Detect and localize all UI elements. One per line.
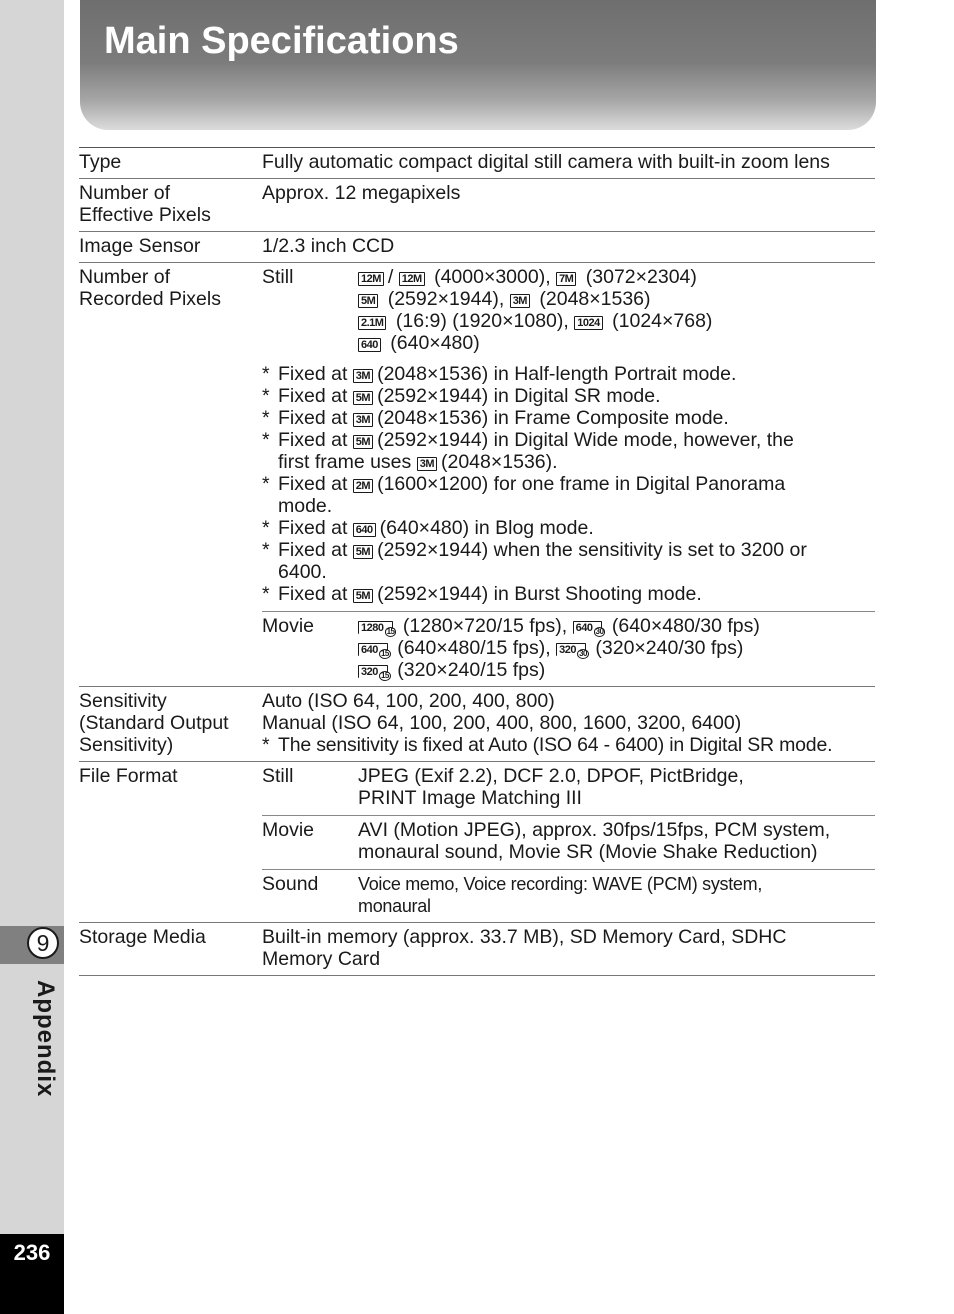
spec-value: 1/2.3 inch CCD xyxy=(262,235,395,257)
resolution-5m-icon: 5M xyxy=(353,391,373,405)
separator: / xyxy=(387,266,394,288)
still-line xyxy=(358,310,875,332)
note-text: Fixed at xyxy=(278,539,348,561)
note-star: * xyxy=(262,539,270,561)
resolution-2-1m-icon: 2.1M xyxy=(358,316,386,330)
fps-badge: 15 xyxy=(386,627,395,636)
spec-value xyxy=(262,762,875,922)
icon-text: 320 xyxy=(361,666,378,678)
icon-text: 320 xyxy=(559,644,576,656)
note-text: Fixed at xyxy=(278,583,348,605)
note-text: (2048×1536) in Frame Composite mode. xyxy=(377,407,729,429)
resolution-5m-icon: 5M xyxy=(353,589,373,603)
resolution-text: (1280×720/15 fps), xyxy=(402,615,568,637)
note-star: * xyxy=(262,734,270,756)
value-line: Manual (ISO 64, 100, 200, 400, 800, 1600, 3200, 6400) xyxy=(262,712,742,734)
movie-line xyxy=(358,637,875,659)
resolution-5m-icon: 5M xyxy=(353,435,373,449)
value-line: JPEG (Exif 2.2), DCF 2.0, DPOF, PictBridge, xyxy=(358,765,744,787)
movie-640-icon xyxy=(573,621,603,634)
sub-value xyxy=(358,266,875,354)
resolution-12m-icon: 12M xyxy=(399,272,425,286)
sub-value xyxy=(358,615,875,681)
note-text: Fixed at xyxy=(278,473,348,495)
spec-label xyxy=(79,179,262,231)
resolution-text: (640×480) xyxy=(390,332,480,354)
spec-row-file-format xyxy=(79,762,875,923)
movie-640-icon xyxy=(358,643,388,656)
still-line xyxy=(358,266,875,288)
label-line: Sensitivity) xyxy=(79,734,174,756)
resolution-5m-icon: 5M xyxy=(358,294,378,308)
note-text: Fixed at xyxy=(278,517,348,539)
spec-label: Type xyxy=(79,151,122,173)
label-line: (Standard Output xyxy=(79,712,229,734)
note-item xyxy=(262,429,875,473)
chapter-label: Appendix xyxy=(32,980,59,1098)
spec-row-storage-media xyxy=(79,923,875,976)
note-text: mode. xyxy=(278,495,333,517)
note-star: * xyxy=(262,517,270,539)
still-line xyxy=(358,288,875,310)
sub-label: Sound xyxy=(262,873,319,895)
resolution-3m-icon: 3M xyxy=(510,294,530,308)
spec-value: Approx. 12 megapixels xyxy=(262,182,461,204)
spec-value xyxy=(262,923,875,975)
value-line: Built-in memory (approx. 33.7 MB), SD Memory Card, SDHC xyxy=(262,926,787,948)
chapter-number: 9 xyxy=(27,927,59,959)
note-text: Fixed at xyxy=(278,385,348,407)
note-text: (1600×1200) for one frame in Digital Panorama xyxy=(377,473,786,495)
note-item xyxy=(262,734,875,756)
value-line: PRINT Image Matching III xyxy=(358,787,582,809)
fps-badge: 15 xyxy=(380,671,389,680)
note-star: * xyxy=(262,473,270,495)
resolution-text: (640×480/15 fps), xyxy=(397,637,551,659)
note-item xyxy=(262,517,875,539)
resolution-1024-icon: 1024 xyxy=(574,316,602,330)
fps-badge: 30 xyxy=(595,627,604,636)
note-item xyxy=(262,363,875,385)
spec-value: Fully automatic compact digital still camera with built-in zoom lens xyxy=(262,151,830,173)
sub-label: Still xyxy=(262,266,294,288)
note-text: Fixed at xyxy=(278,429,348,451)
fixed-resolution-notes xyxy=(262,363,875,605)
label-line: Number of xyxy=(79,182,171,204)
value-line: Auto (ISO 64, 100, 200, 400, 800) xyxy=(262,690,555,712)
spec-row-recorded-pixels xyxy=(79,263,875,687)
spec-value xyxy=(262,687,875,761)
value-line: AVI (Motion JPEG), approx. 30fps/15fps, PCM system, xyxy=(358,819,831,841)
spec-row-image-sensor xyxy=(79,232,875,263)
movie-pixels xyxy=(262,611,875,681)
icon-text: 1280 xyxy=(361,622,384,634)
resolution-text: (320×240/30 fps) xyxy=(595,637,744,659)
resolution-text: (320×240/15 fps) xyxy=(397,659,546,681)
note-text: 6400. xyxy=(278,561,327,583)
spec-value xyxy=(262,263,875,686)
spec-row-effective-pixels xyxy=(79,179,875,232)
movie-1280-icon xyxy=(358,621,393,634)
note-text: (2048×1536). xyxy=(441,451,558,473)
spec-row-type xyxy=(79,148,875,179)
resolution-3m-icon: 3M xyxy=(353,369,373,383)
icon-text: 640 xyxy=(575,622,593,634)
note-text: The sensitivity is fixed at Auto (ISO 64 - 6400) in Digital SR mode. xyxy=(278,734,833,756)
note-item xyxy=(262,407,875,429)
spec-table xyxy=(79,147,875,976)
resolution-3m-icon: 3M xyxy=(353,413,373,427)
movie-320-icon xyxy=(556,643,586,656)
value-line: monaural xyxy=(358,896,431,916)
spec-label: Image Sensor xyxy=(79,235,201,257)
note-text: (2592×1944) in Digital SR mode. xyxy=(377,385,661,407)
still-pixels xyxy=(262,266,875,354)
spec-row-sensitivity xyxy=(79,687,875,762)
note-text: Fixed at xyxy=(278,363,348,385)
resolution-640-icon: 640 xyxy=(353,523,376,537)
resolution-text: (2048×1536) xyxy=(539,288,651,310)
note-star: * xyxy=(262,385,270,407)
fps-badge: 30 xyxy=(579,649,587,658)
note-star: * xyxy=(262,363,270,385)
movie-line xyxy=(358,659,875,681)
fps-badge: 15 xyxy=(380,649,389,658)
label-line: Number of xyxy=(79,266,171,288)
value-line: Voice memo, Voice recording: WAVE (PCM) system, xyxy=(358,874,763,894)
resolution-text: (3072×2304) xyxy=(585,266,697,288)
note-item xyxy=(262,583,875,605)
format-movie xyxy=(262,815,875,863)
sub-value xyxy=(358,765,875,809)
movie-320-icon xyxy=(358,665,388,678)
note-star: * xyxy=(262,429,270,451)
note-text: (640×480) in Blog mode. xyxy=(379,517,594,539)
format-still xyxy=(262,765,875,809)
icon-text: 640 xyxy=(361,644,378,656)
resolution-7m-icon: 7M xyxy=(556,272,576,286)
sub-label: Movie xyxy=(262,819,315,841)
note-star: * xyxy=(262,407,270,429)
chapter-side-tab xyxy=(0,0,64,1314)
sub-value xyxy=(358,873,875,917)
sub-label: Movie xyxy=(262,615,315,637)
resolution-2m-icon: 2M xyxy=(353,479,373,493)
resolution-text: (1024×768) xyxy=(612,310,713,332)
resolution-12m-icon: 12M xyxy=(358,272,384,286)
resolution-text: (2592×1944), xyxy=(387,288,505,310)
spec-label: File Format xyxy=(79,765,178,787)
resolution-640-icon: 640 xyxy=(358,338,381,352)
spec-label xyxy=(79,263,262,686)
page-number: 236 xyxy=(13,1240,51,1265)
note-item xyxy=(262,473,875,517)
sub-label: Still xyxy=(262,765,294,787)
note-star: * xyxy=(262,583,270,605)
movie-line xyxy=(358,615,875,637)
resolution-text: (16:9) (1920×1080), xyxy=(395,310,569,332)
label-line: Recorded Pixels xyxy=(79,288,221,310)
spec-label: Storage Media xyxy=(79,926,206,948)
note-text: (2592×1944) when the sensitivity is set to 3200 or xyxy=(377,539,807,561)
value-line: monaural sound, Movie SR (Movie Shake Reduction) xyxy=(358,841,818,863)
label-line: Effective Pixels xyxy=(79,204,211,226)
sub-value xyxy=(358,819,875,863)
still-line xyxy=(358,332,875,354)
resolution-text: (4000×3000), xyxy=(434,266,551,288)
resolution-5m-icon: 5M xyxy=(353,545,373,559)
note-item xyxy=(262,539,875,583)
note-text: (2048×1536) in Half-length Portrait mode. xyxy=(377,363,737,385)
note-item xyxy=(262,385,875,407)
label-line: Sensitivity xyxy=(79,690,167,712)
note-text: (2592×1944) in Digital Wide mode, however, the xyxy=(377,429,794,451)
value-line: Memory Card xyxy=(262,948,381,970)
format-sound xyxy=(262,869,875,917)
spec-label xyxy=(79,687,262,761)
note-text: first frame uses xyxy=(278,451,412,473)
page-title: Main Specifications xyxy=(104,20,459,62)
note-text: Fixed at xyxy=(278,407,348,429)
resolution-text: (640×480/30 fps) xyxy=(611,615,760,637)
resolution-3m-icon: 3M xyxy=(417,457,437,471)
note-text: (2592×1944) in Burst Shooting mode. xyxy=(377,583,702,605)
